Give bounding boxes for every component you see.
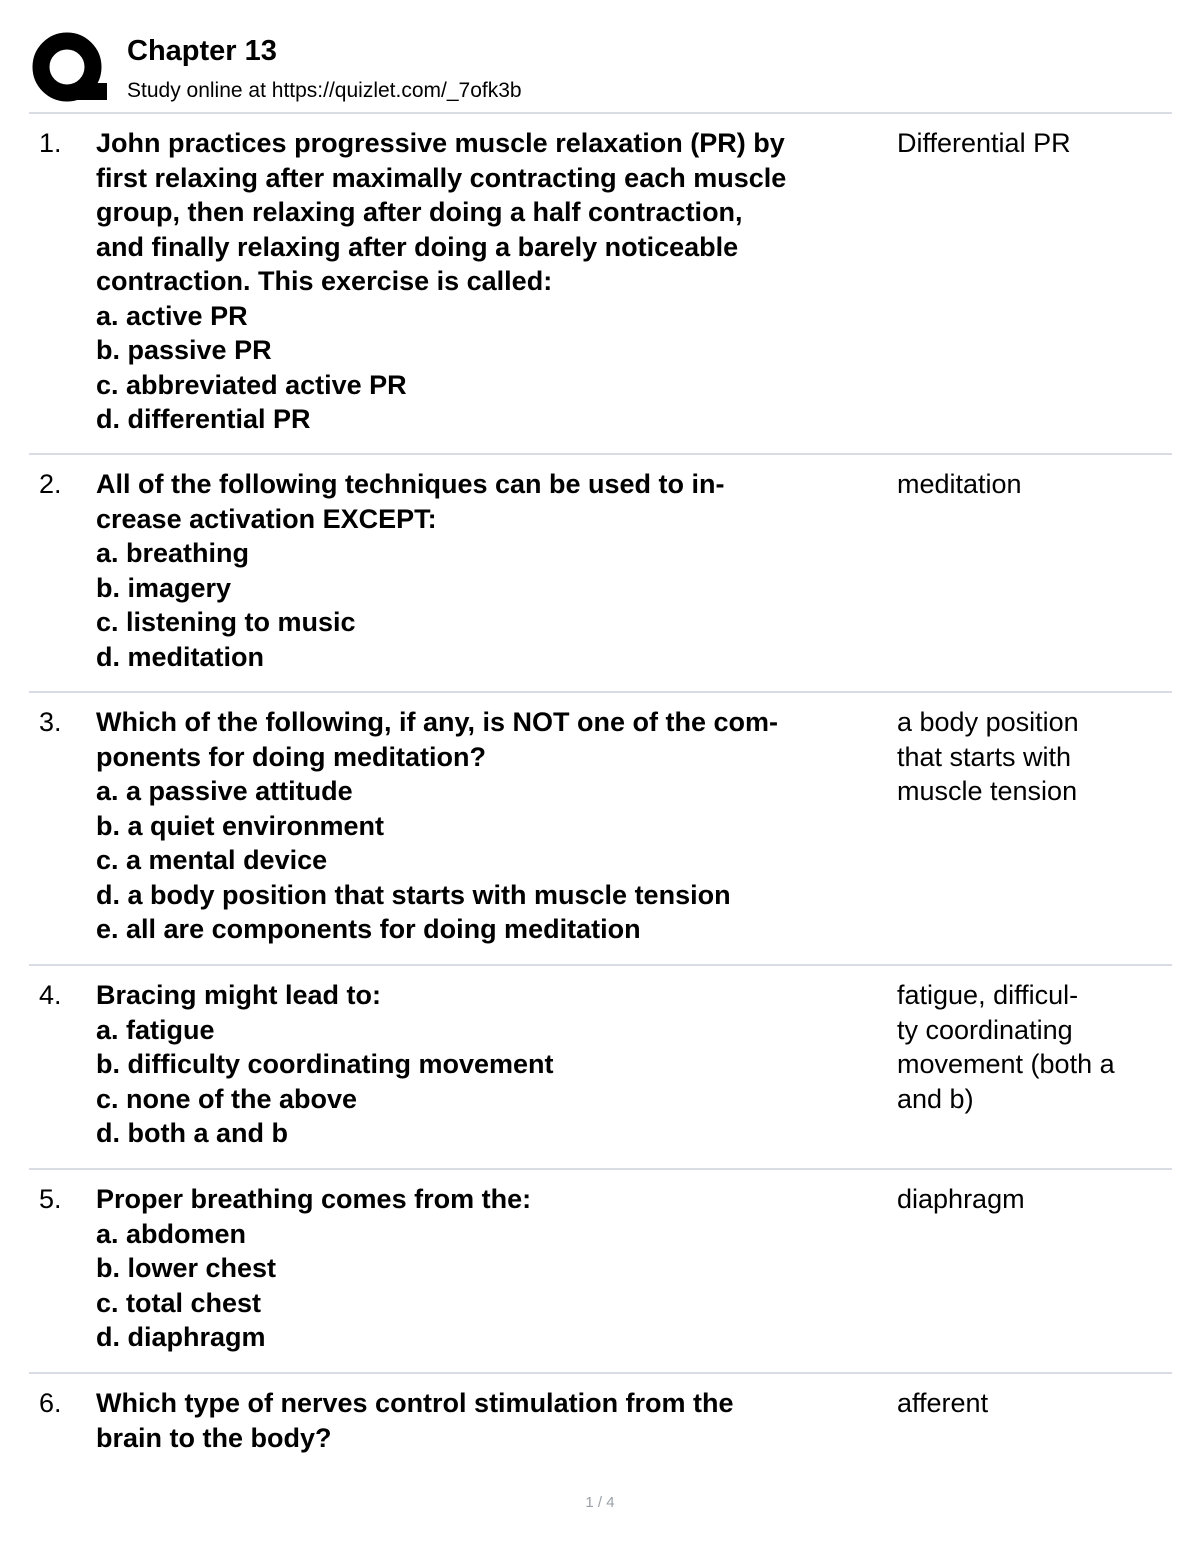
option-line: c. listening to music [96, 607, 356, 637]
answer-line: movement (both a [897, 1049, 1115, 1079]
option-line: c. abbreviated active PR [96, 369, 407, 400]
card-number: 3. [39, 707, 62, 737]
answer-line: Differential PR [897, 128, 1071, 158]
option-line: b. imagery [96, 572, 232, 603]
study-online-link[interactable]: Study online at https://quizlet.com/_7ofk3b [127, 79, 522, 102]
answer-line: and b) [897, 1083, 974, 1114]
option-line: b. passive PR [96, 335, 272, 365]
option-line: c. a mental device [96, 845, 328, 875]
answer-line: fatigue, difficul- [897, 980, 1079, 1010]
question-line: Which type of nerves control stimulation from the [96, 1388, 734, 1418]
divider [29, 964, 1172, 966]
option-line: a. a passive attitude [96, 776, 353, 806]
option-line: a. abdomen [96, 1218, 247, 1249]
answer-text [897, 705, 1167, 809]
option-line: e. all are components for doing meditation [96, 914, 641, 944]
question-line: All of the following techniques can be used to in- [96, 469, 725, 499]
card-number: 6. [39, 1388, 62, 1418]
question-line: first relaxing after maximally contracting each muscle [96, 162, 787, 193]
question-line: Proper breathing comes from the: [96, 1184, 532, 1214]
answer-line: muscle tension [897, 776, 1078, 806]
question-line: Which of the following, if any, is NOT one of the com- [96, 707, 778, 737]
answer-line: diaphragm [897, 1184, 1025, 1214]
question-text [96, 126, 886, 437]
question-line: contraction. This exercise is called: [96, 266, 553, 296]
card-number: 2. [39, 469, 62, 499]
question-line: John practices progressive muscle relaxation (PR) by [96, 128, 785, 158]
answer-line: that starts with [897, 741, 1072, 772]
divider [29, 1168, 1172, 1170]
answer-text [897, 126, 1167, 161]
card-number: 1. [39, 128, 62, 158]
question-text [96, 1386, 886, 1455]
question-line: ponents for doing meditation? [96, 741, 486, 772]
answer-text [897, 467, 1167, 502]
option-line: d. both a and b [96, 1118, 288, 1148]
answer-line: afferent [897, 1388, 989, 1418]
answer-text [897, 1386, 1167, 1421]
answer-text [897, 1182, 1167, 1217]
page-title: Chapter 13 [127, 35, 277, 67]
option-line: d. a body position that starts with muscle tension [96, 879, 731, 910]
question-text [96, 978, 886, 1151]
option-line: d. differential PR [96, 404, 311, 434]
page-number: 1 / 4 [585, 1494, 615, 1511]
option-line: a. active PR [96, 300, 248, 331]
page-header [0, 0, 1200, 112]
option-line: b. lower chest [96, 1253, 277, 1283]
quizlet-logo-icon [30, 30, 110, 110]
question-line: Bracing might lead to: [96, 980, 382, 1010]
option-line: d. diaphragm [96, 1322, 266, 1352]
question-line: crease activation EXCEPT: [96, 503, 437, 534]
question-line: and finally relaxing after doing a barely noticeable [96, 231, 739, 262]
option-line: c. none of the above [96, 1083, 358, 1114]
card-number: 4. [39, 980, 62, 1010]
option-line: b. difficulty coordinating movement [96, 1049, 554, 1079]
option-line: c. total chest [96, 1287, 262, 1318]
question-line: brain to the body? [96, 1422, 332, 1453]
question-line: group, then relaxing after doing a half contraction, [96, 197, 743, 227]
option-line: a. breathing [96, 538, 250, 568]
answer-line: meditation [897, 469, 1022, 499]
divider [29, 691, 1172, 693]
divider [29, 1372, 1172, 1374]
question-text [96, 1182, 886, 1355]
option-line: b. a quiet environment [96, 810, 385, 841]
answer-text [897, 978, 1167, 1116]
option-line: a. fatigue [96, 1014, 215, 1045]
question-text [96, 467, 886, 674]
option-line: d. meditation [96, 641, 264, 672]
answer-line: a body position [897, 707, 1079, 737]
divider [29, 453, 1172, 455]
answer-line: ty coordinating [897, 1014, 1073, 1045]
card-number: 5. [39, 1184, 62, 1214]
question-text [96, 705, 886, 947]
divider [29, 112, 1172, 114]
